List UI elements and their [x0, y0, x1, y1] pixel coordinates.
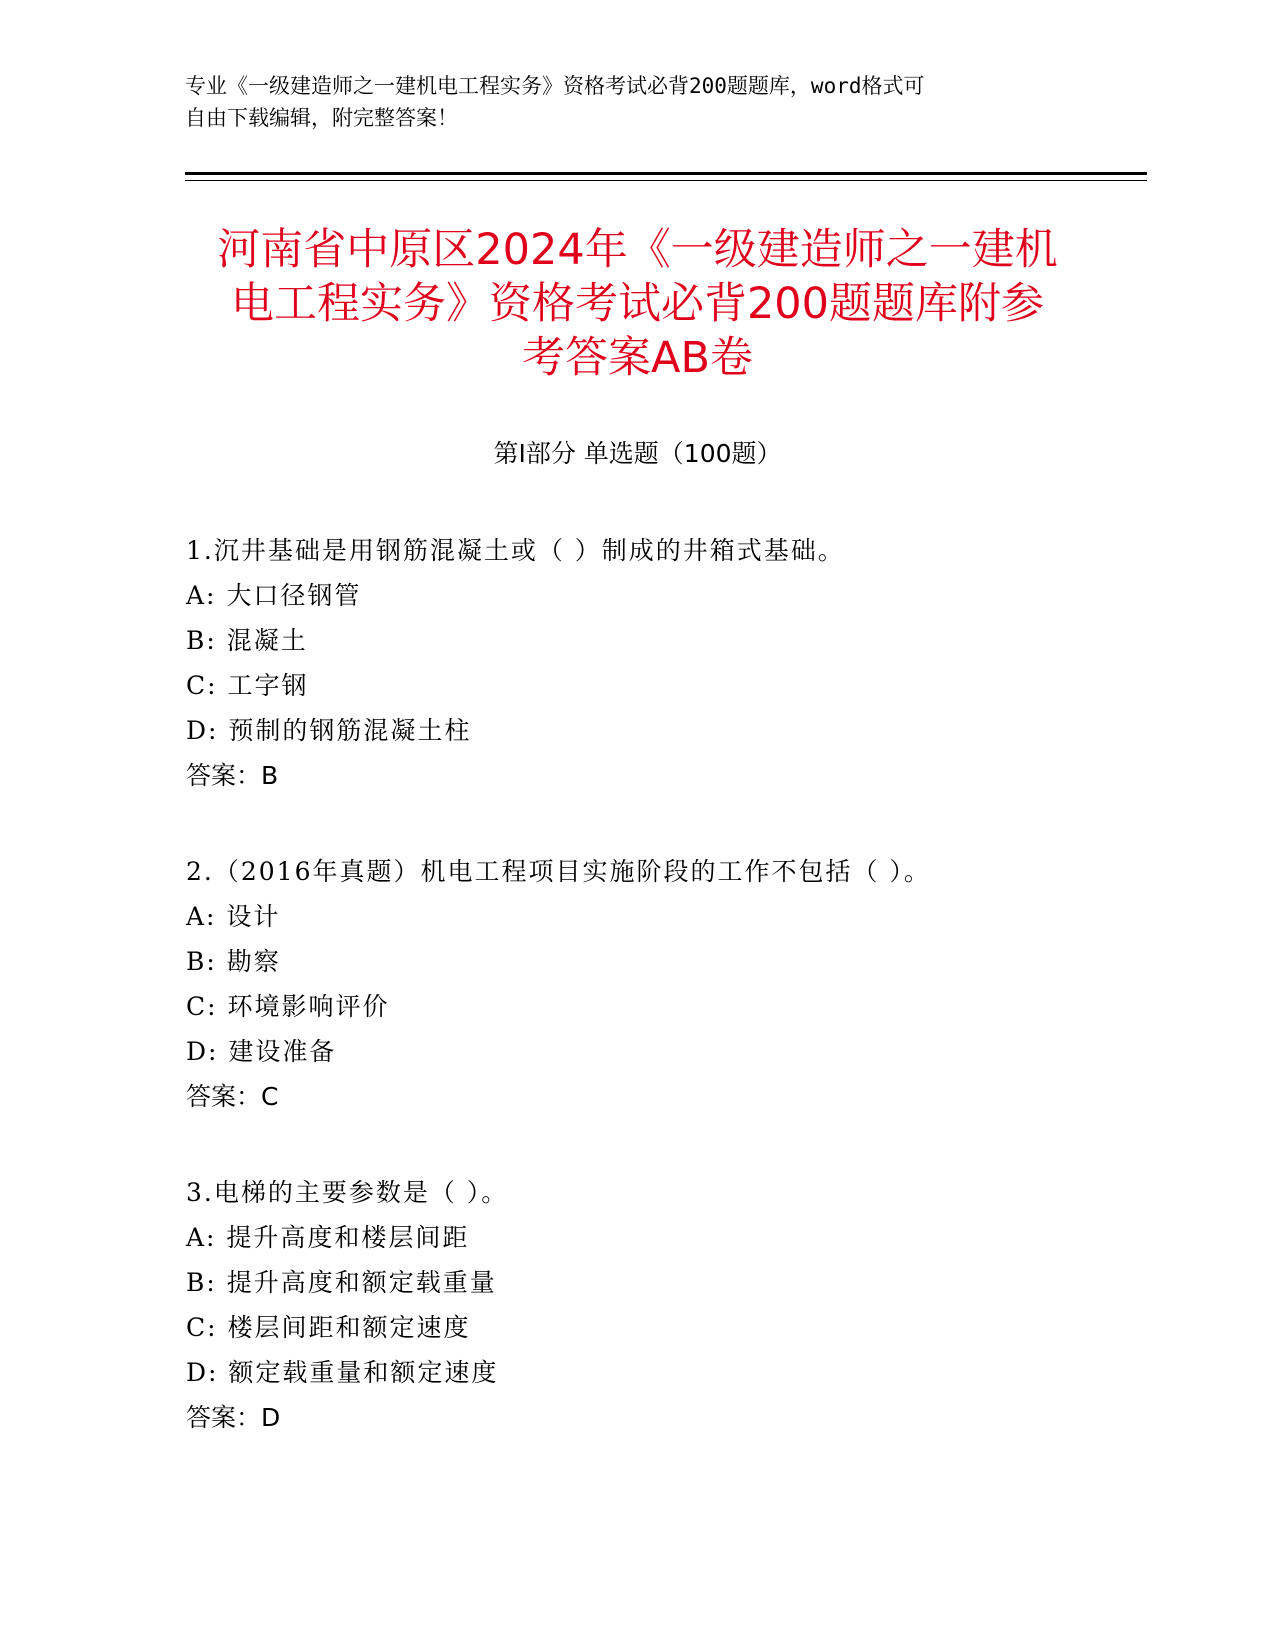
question-stem: 2.（2016年真题）机电工程项目实施阶段的工作不包括（ ）。	[186, 857, 931, 886]
question-option-d: D: 建设准备	[186, 1037, 337, 1066]
question-option-b: B: 提升高度和额定载重量	[186, 1268, 497, 1297]
document-title	[160, 223, 1115, 385]
section-title: 第Ⅰ部分 单选题（100题）	[493, 439, 782, 468]
question-option-c: C: 楼层间距和额定速度	[186, 1313, 471, 1342]
document-title-line-3: 考答案AB卷	[522, 333, 753, 383]
header-divider-thin	[185, 180, 1147, 181]
header-note-line-1: 专业《一级建造师之一建机电工程实务》资格考试必背200题题库，word格式可	[185, 74, 925, 98]
question-answer: 答案：D	[186, 1403, 281, 1432]
question-item	[186, 849, 1086, 1119]
document-title-line-1: 河南省中原区2024年《一级建造师之一建机	[217, 225, 1058, 275]
question-option-d: D: 预制的钢筋混凝土柱	[186, 716, 472, 745]
question-option-a: A: 大口径钢管	[186, 581, 362, 610]
question-answer: 答案：C	[186, 1082, 279, 1111]
question-item	[186, 1170, 1086, 1440]
header-note-line-2: 自由下载编辑，附完整答案！	[185, 106, 458, 130]
question-stem: 3.电梯的主要参数是（ ）。	[186, 1178, 509, 1207]
question-option-a: A: 设计	[186, 902, 281, 931]
question-option-b: B: 混凝土	[186, 626, 308, 655]
document-title-line-2: 电工程实务》资格考试必背200题题库附参	[230, 279, 1045, 329]
header-note	[185, 70, 1085, 134]
question-stem: 1.沉井基础是用钢筋混凝土或（ ）制成的井箱式基础。	[186, 536, 845, 565]
question-option-d: D: 额定载重量和额定速度	[186, 1358, 499, 1387]
question-option-c: C: 环境影响评价	[186, 992, 390, 1021]
header-divider-thick	[185, 172, 1147, 175]
question-answer: 答案：B	[186, 761, 279, 790]
question-list	[186, 528, 1086, 1491]
question-option-b: B: 勘察	[186, 947, 281, 976]
question-item	[186, 528, 1086, 798]
question-option-a: A: 提升高度和楼层间距	[186, 1223, 470, 1252]
question-option-c: C: 工字钢	[186, 671, 309, 700]
